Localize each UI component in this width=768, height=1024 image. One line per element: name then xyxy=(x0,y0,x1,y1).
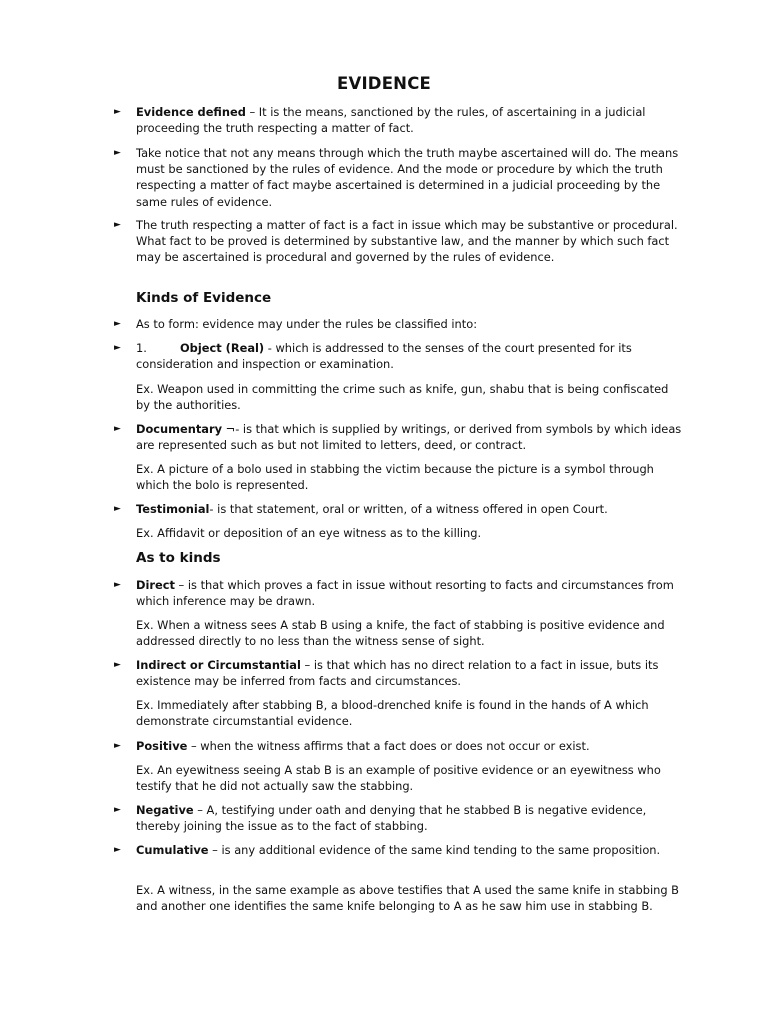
bullet-indirect-circumstantial xyxy=(114,657,684,689)
bullet-text: - which is addressed to the senses of the court presented for its consideration and inspection or examination. xyxy=(136,341,632,372)
bullet-truth-respecting xyxy=(114,217,684,266)
section-heading-as-to-kinds: As to kinds xyxy=(136,550,221,566)
term-label: Evidence defined xyxy=(136,105,246,119)
example-same-knife: Ex. A witness, in the same example as above testifies that A used the same knife in stabbing B and another one identifies the same knife belonging to A as he saw him use in stabbing B. xyxy=(136,883,679,914)
term-label: Cumulative xyxy=(136,843,209,857)
bullet-text: – is that which has no direct relation to a fact in issue, buts its existence may be inferred from facts and circumstances. xyxy=(136,658,659,689)
term-label: Testimonial xyxy=(136,502,210,516)
example-bolo-picture: Ex. A picture of a bolo used in stabbing the victim because the picture is a symbol through which the bolo is represented. xyxy=(136,462,654,493)
bullet-text: – It is the means, sanctioned by the rules, of ascertaining in a judicial proceeding the truth respecting a matter of fact. xyxy=(136,105,646,136)
bullet-arrow-icon: ► xyxy=(114,741,121,751)
bullet-arrow-icon: ► xyxy=(114,580,121,590)
term-label: Positive xyxy=(136,739,188,753)
example-witness-sees: Ex. When a witness sees A stab B using a knife, the fact of stabbing is positive evidence and addressed directly to no less than the witness sense of sight. xyxy=(136,618,665,649)
bullet-text: The truth respecting a matter of fact is a fact in issue which may be substantive or procedural. What fact to be proved is determined by substantive law, and the manner by which such fact may be ascertained is procedural and governed by the rules of evidence. xyxy=(136,218,678,265)
bullet-positive xyxy=(114,738,684,754)
bullet-text: - is that statement, oral or written, of a witness offered in open Court. xyxy=(209,502,608,516)
bullet-arrow-icon: ► xyxy=(114,845,121,855)
bullet-arrow-icon: ► xyxy=(114,220,121,230)
bullet-text: – is any additional evidence of the same kind tending to the same proposition. xyxy=(208,843,661,857)
list-number: 1. xyxy=(136,341,147,355)
term-label: Negative xyxy=(136,803,194,817)
bullet-arrow-icon: ► xyxy=(114,660,121,670)
term-label: Object (Real) xyxy=(180,341,265,355)
bullet-cumulative xyxy=(114,842,684,858)
bullet-take-notice xyxy=(114,145,684,210)
bullet-arrow-icon: ► xyxy=(114,148,121,158)
bullet-text: – A, testifying under oath and denying that he stabbed B is negative evidence, thereby joining the issue as to the fact of stabbing. xyxy=(136,803,647,834)
bullet-arrow-icon: ► xyxy=(114,319,121,329)
bullet-text: ¬- is that which is supplied by writings, or derived from symbols by which ideas are represented such as but not limited to letters, deed, or contract. xyxy=(136,422,682,453)
bullet-object-real xyxy=(114,340,684,372)
term-label: Documentary xyxy=(136,422,223,436)
bullet-evidence-defined xyxy=(114,104,684,136)
document-title: EVIDENCE xyxy=(337,74,431,93)
bullet-arrow-icon: ► xyxy=(114,424,121,434)
term-label: Direct xyxy=(136,578,175,592)
bullet-arrow-icon: ► xyxy=(114,343,121,353)
bullet-negative xyxy=(114,802,684,834)
bullet-documentary xyxy=(114,421,684,453)
bullet-arrow-icon: ► xyxy=(114,107,121,117)
bullet-testimonial xyxy=(114,501,684,517)
bullet-arrow-icon: ► xyxy=(114,805,121,815)
example-blood-drenched-knife: Ex. Immediately after stabbing B, a blood-drenched knife is found in the hands of A which demonstrate circumstantial evidence. xyxy=(136,698,649,729)
bullet-text: – is that which proves a fact in issue without resorting to facts and circumstances from which inference may be drawn. xyxy=(136,578,674,609)
example-weapon: Ex. Weapon used in committing the crime such as knife, gun, shabu that is being confiscated by the authorities. xyxy=(136,382,669,413)
example-affidavit: Ex. Affidavit or deposition of an eye witness as to the killing. xyxy=(136,526,482,540)
example-eyewitness: Ex. An eyewitness seeing A stab B is an example of positive evidence or an eyewitness who testify that he did not actually saw the stabbing. xyxy=(136,763,661,794)
section-heading-kinds-of-evidence: Kinds of Evidence xyxy=(136,290,272,306)
term-label: Indirect or Circumstantial xyxy=(136,658,301,672)
bullet-text: As to form: evidence may under the rules be classified into: xyxy=(136,317,478,331)
bullet-text: Take notice that not any means through which the truth maybe ascertained will do. The means must be sanctioned by the rules of evidence. And the mode or procedure by which the truth respecting a matter of fact maybe ascertained is determined in a judicial proceeding by the same rules of evidence. xyxy=(136,146,679,209)
bullet-arrow-icon: ► xyxy=(114,504,121,514)
bullet-as-to-form xyxy=(114,316,684,332)
bullet-text: – when the witness affirms that a fact does or does not occur or exist. xyxy=(187,739,590,753)
bullet-direct xyxy=(114,577,684,609)
